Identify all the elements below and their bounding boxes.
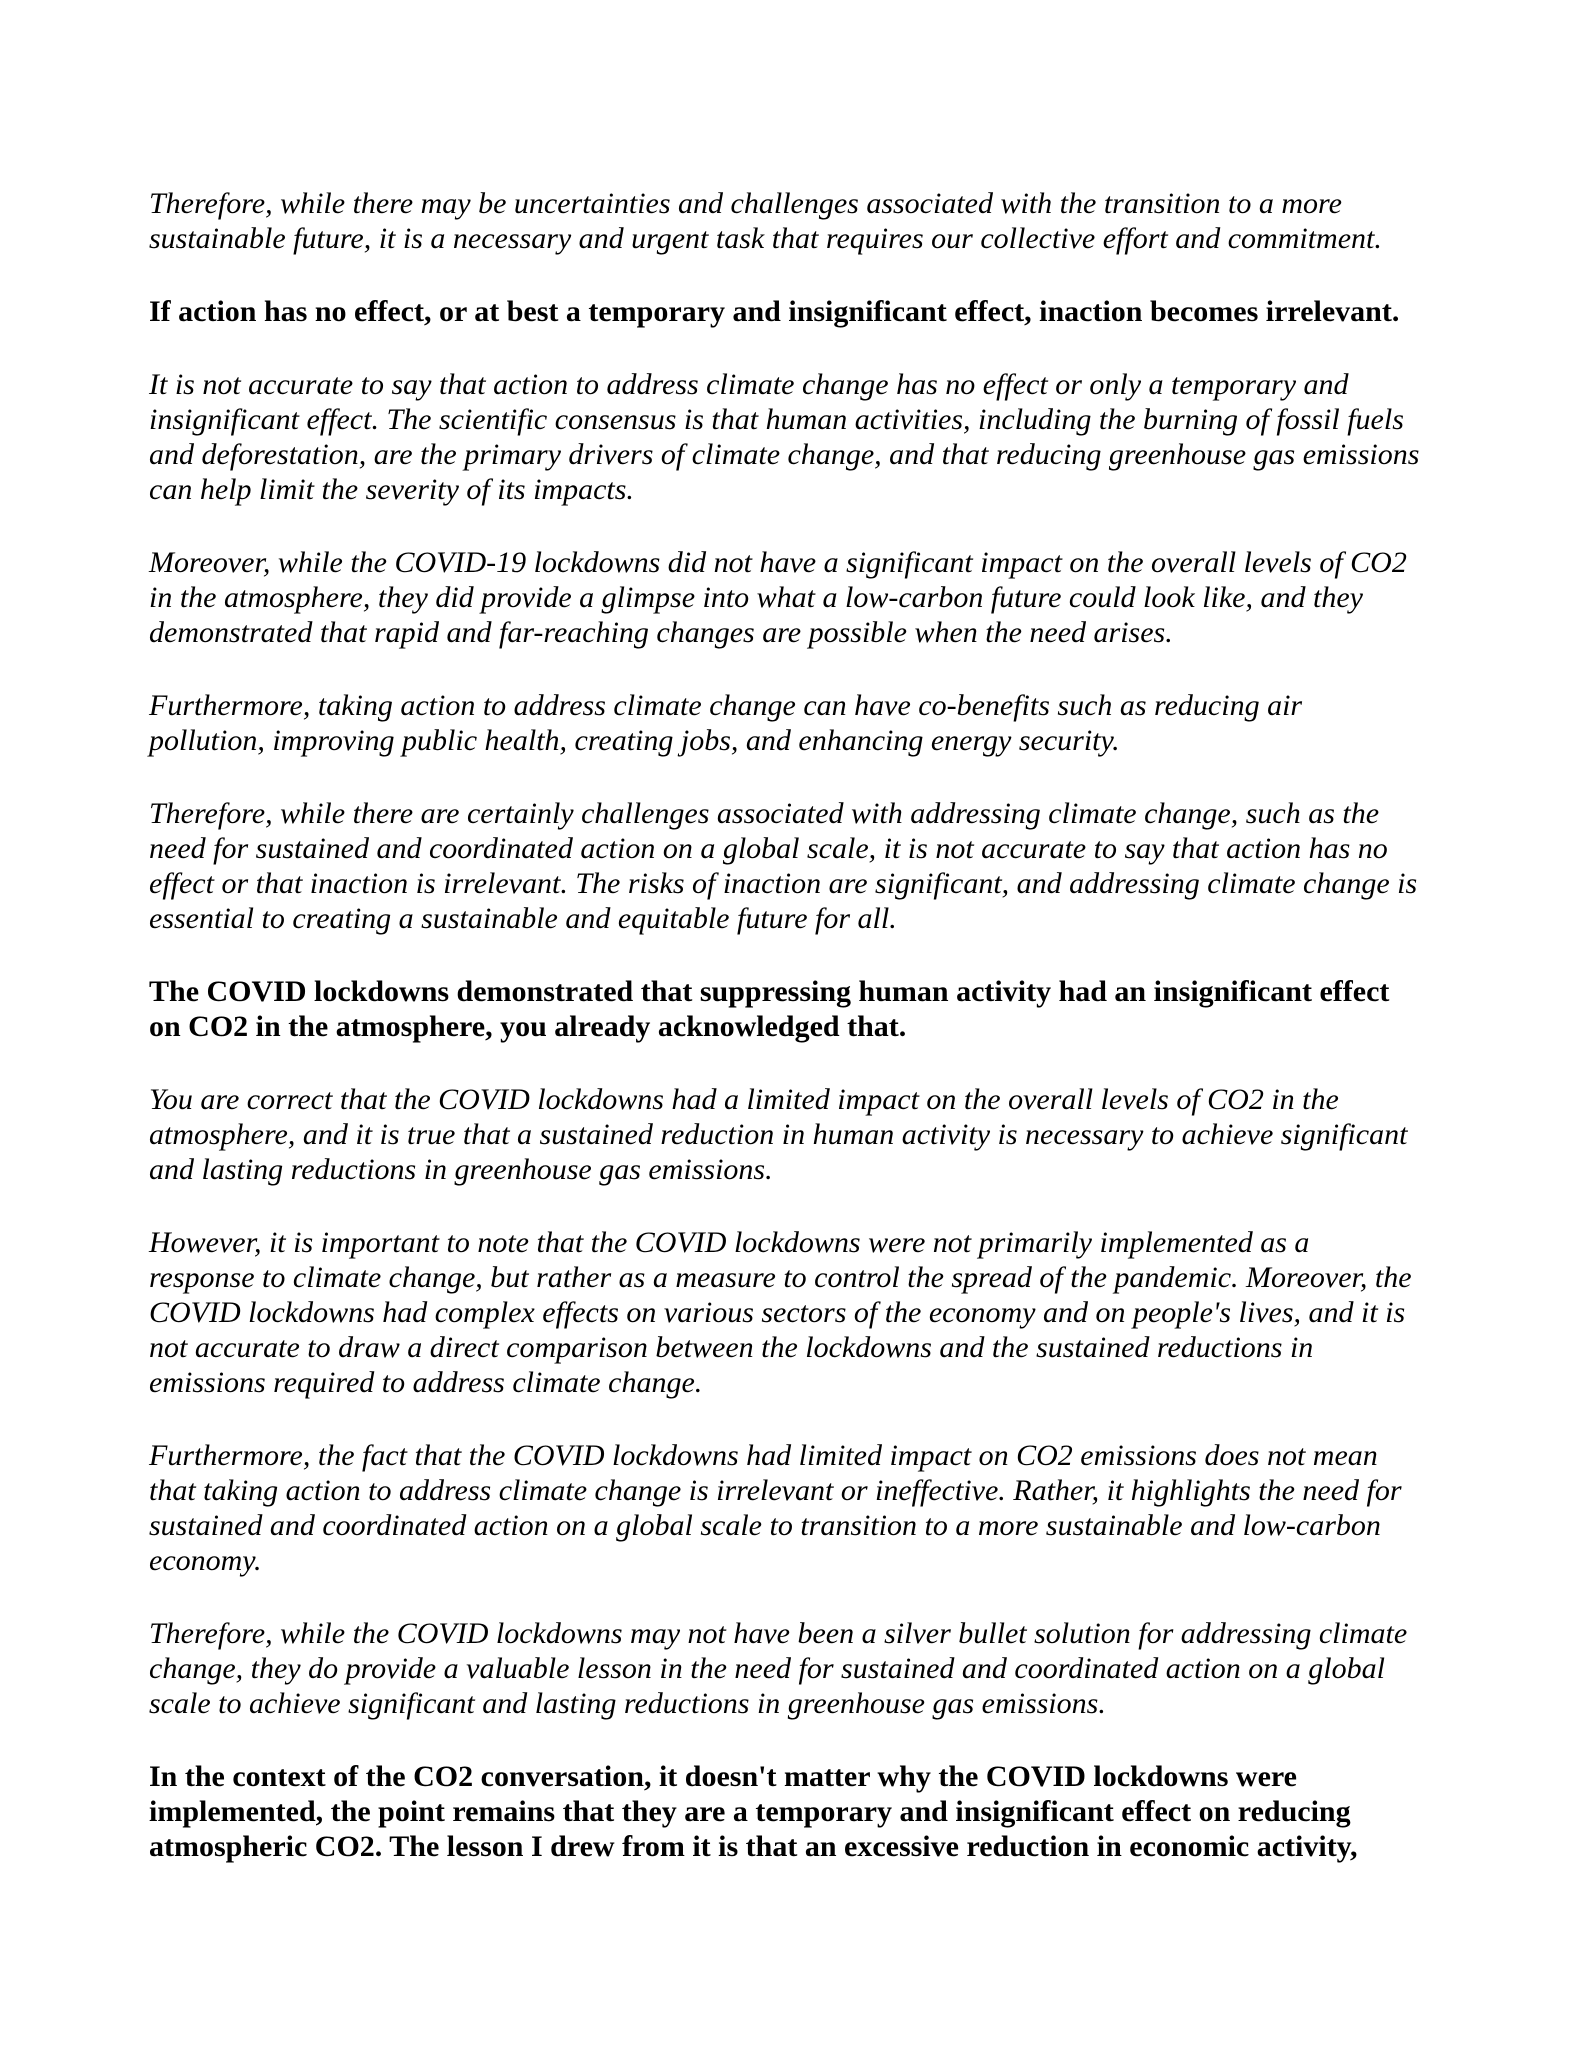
paragraph-bold: If action has no effect, or at best a temporary and insignificant effect, inaction becomes irrelevant. (149, 295, 1400, 328)
document-body (149, 186, 1421, 1902)
paragraph-bold: The COVID lockdowns demonstrated that suppressing human activity had an insignificant effect on CO2 in the atmosphere, you already acknowledged that. (149, 975, 1390, 1043)
paragraph-italic: Moreover, while the COVID-19 lockdowns did not have a significant impact on the overall levels of CO2 in the atmosphere, they did provide a glimpse into what a low-carbon future could look like, and they demonstrated that rapid and far-reaching changes are possible when the need arises. (149, 546, 1407, 649)
paragraph-italic: Furthermore, the fact that the COVID lockdowns had limited impact on CO2 emissions does not mean that taking action to address climate change is irrelevant or ineffective. Rather, it highlights the need for sustained and coordinated action on a global scale to transition to a more sustainable and low-carbon economy. (149, 1439, 1402, 1577)
paragraph-italic: However, it is important to note that the COVID lockdowns were not primarily implemented as a response to climate change, but rather as a measure to control the spread of the pandemic. Moreover, the COVID lockdowns had complex effects on various sectors of the economy and on people's lives, and it is not accurate to draw a direct comparison between the lockdowns and the sustained reductions in emissions required to address climate change. (149, 1226, 1412, 1399)
paragraph-italic: Furthermore, taking action to address climate change can have co-benefits such as reducing air pollution, improving public health, creating jobs, and enhancing energy security. (149, 689, 1303, 757)
paragraph-bold: In the context of the CO2 conversation, it doesn't matter why the COVID lockdowns were implemented, the point remains that they are a temporary and insignificant effect on reducing atmospheric CO2. The lesson I drew from it is that an excessive reduction in economic activity, (149, 1760, 1358, 1863)
paragraph-italic: Therefore, while there may be uncertainties and challenges associated with the transition to a more sustainable future, it is a necessary and urgent task that requires our collective effort and commitment. (149, 187, 1382, 255)
paragraph-italic: It is not accurate to say that action to address climate change has no effect or only a temporary and insignificant effect. The scientific consensus is that human activities, including the burning of fossil fuels and deforestation, are the primary drivers of climate change, and that reducing greenhouse gas emissions can help limit the severity of its impacts. (149, 368, 1420, 506)
paragraph-italic: You are correct that the COVID lockdowns had a limited impact on the overall levels of CO2 in the atmosphere, and it is true that a sustained reduction in human activity is necessary to achieve significant and lasting reductions in greenhouse gas emissions. (149, 1083, 1408, 1186)
paragraph-italic: Therefore, while the COVID lockdowns may not have been a silver bullet solution for addressing climate change, they do provide a valuable lesson in the need for sustained and coordinated action on a global scale to achieve significant and lasting reductions in greenhouse gas emissions. (149, 1617, 1408, 1720)
paragraph-italic: Therefore, while there are certainly challenges associated with addressing climate change, such as the need for sustained and coordinated action on a global scale, it is not accurate to say that action has no effect or that inaction is irrelevant. The risks of inaction are significant, and addressing climate change is essential to creating a sustainable and equitable future for all. (149, 797, 1418, 935)
